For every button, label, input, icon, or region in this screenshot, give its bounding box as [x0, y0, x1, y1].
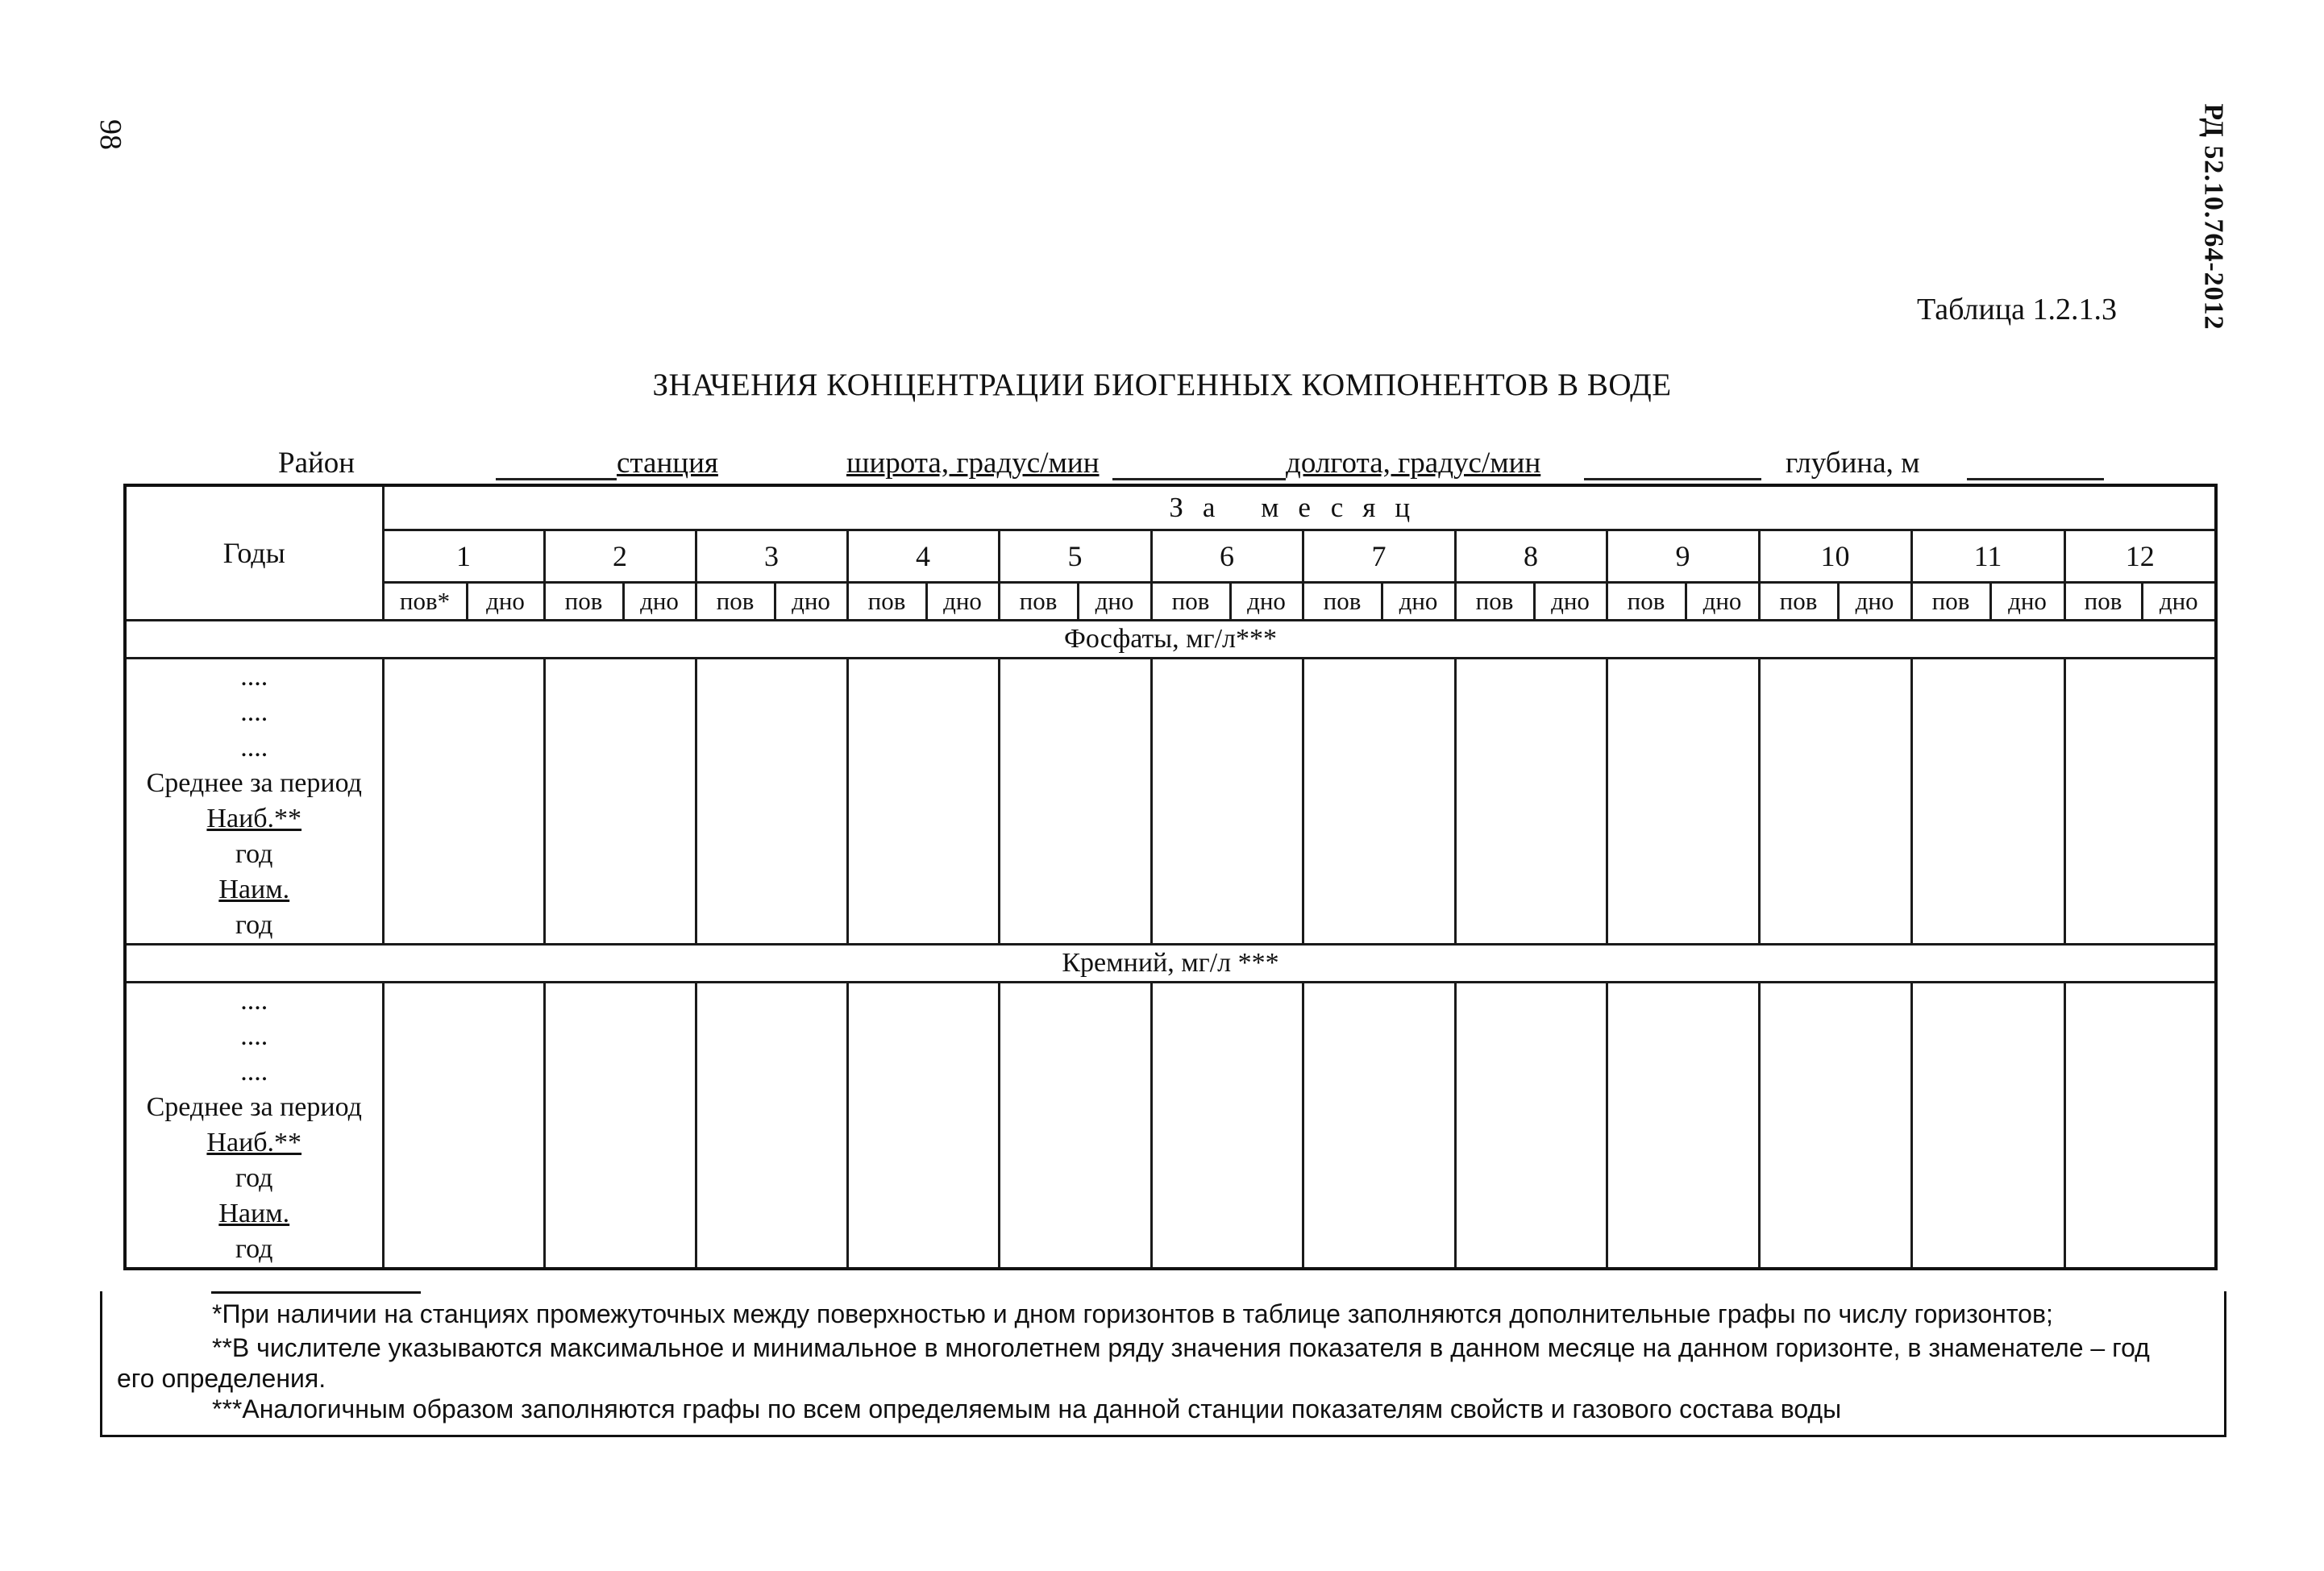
latitude-field-line	[1112, 478, 1286, 480]
year-label: год	[235, 1163, 273, 1193]
month-12-header: 12	[2064, 530, 2216, 583]
surface-subheader: пов	[1911, 583, 1990, 621]
month-9-header: 9	[1607, 530, 1759, 583]
data-cell	[696, 659, 847, 945]
data-cell	[383, 983, 544, 1270]
section-silicon-title: Кремний, мг/л ***	[125, 945, 2216, 983]
month-8-header: 8	[1455, 530, 1607, 583]
data-cell	[1911, 659, 2064, 945]
document-code: РД 52.10.764-2012	[2198, 103, 2229, 330]
data-cell	[2064, 659, 2216, 945]
data-cell	[1303, 983, 1455, 1270]
max-label: Наиб.**	[206, 1128, 302, 1157]
month-4-header: 4	[847, 530, 999, 583]
bottom-subheader: дно	[623, 583, 696, 621]
surface-subheader: пов	[1607, 583, 1686, 621]
month-2-header: 2	[544, 530, 696, 583]
year-label: год	[235, 1234, 273, 1264]
bottom-subheader: дно	[1686, 583, 1759, 621]
table-number: Таблица 1.2.1.3	[1917, 293, 2118, 326]
data-cell	[1303, 659, 1455, 945]
data-cell	[1151, 659, 1303, 945]
month-5-header: 5	[999, 530, 1151, 583]
surface-subheader: пов	[999, 583, 1078, 621]
footnote-2-continuation: его определения.	[117, 1364, 326, 1393]
surface-subheader: пов	[1151, 583, 1230, 621]
min-label: Наим.	[218, 875, 290, 904]
data-cell	[847, 659, 999, 945]
data-cell	[544, 983, 696, 1270]
data-cell	[1455, 659, 1607, 945]
month-11-header: 11	[1911, 530, 2064, 583]
bottom-subheader: дно	[2142, 583, 2216, 621]
surface-subheader: пов	[847, 583, 926, 621]
years-header: Годы	[125, 485, 383, 621]
surface-subheader: пов*	[383, 583, 467, 621]
ellipsis-row: ....	[240, 733, 268, 763]
max-label: Наиб.**	[206, 804, 302, 833]
station-label: станция	[617, 447, 718, 480]
ellipsis-row: ....	[240, 662, 268, 692]
surface-subheader: пов	[2064, 583, 2142, 621]
ellipsis-row: ....	[240, 1057, 268, 1087]
bottom-subheader: дно	[926, 583, 999, 621]
surface-subheader: пов	[696, 583, 775, 621]
bottom-subheader: дно	[1990, 583, 2064, 621]
year-label: год	[235, 910, 273, 940]
footnotes-box	[100, 1291, 2226, 1437]
data-cell	[999, 983, 1151, 1270]
bottom-subheader: дно	[775, 583, 847, 621]
page-title: ЗНАЧЕНИЯ КОНЦЕНТРАЦИИ БИОГЕННЫХ КОМПОНЕНТОВ В ВОДЕ	[652, 368, 1672, 402]
depth-label: глубина, м	[1786, 447, 1920, 480]
page-number: 98	[94, 119, 127, 150]
bottom-subheader: дно	[1838, 583, 1911, 621]
average-label: Среднее за период	[146, 768, 362, 798]
bottom-subheader: дно	[1078, 583, 1151, 621]
region-label: Район	[278, 447, 355, 480]
data-cell	[383, 659, 544, 945]
longitude-label: долгота, градус/мин	[1286, 447, 1541, 480]
data-cell	[999, 659, 1151, 945]
bottom-subheader: дно	[1230, 583, 1303, 621]
data-cell	[544, 659, 696, 945]
bottom-subheader: дно	[467, 583, 544, 621]
month-3-header: 3	[696, 530, 847, 583]
section-phosphates-title: Фосфаты, мг/л***	[125, 621, 2216, 659]
bottom-subheader: дно	[1534, 583, 1607, 621]
average-label: Среднее за период	[146, 1092, 362, 1122]
depth-field-line	[1967, 478, 2104, 480]
region-field-line	[496, 478, 617, 480]
surface-subheader: пов	[1303, 583, 1382, 621]
data-cell	[1455, 983, 1607, 1270]
data-cell	[847, 983, 999, 1270]
ellipsis-row: ....	[240, 1021, 268, 1051]
latitude-label: широта, градус/мин	[846, 447, 1100, 480]
surface-subheader: пов	[544, 583, 623, 621]
data-cell	[1151, 983, 1303, 1270]
month-7-header: 7	[1303, 530, 1455, 583]
min-label: Наим.	[218, 1199, 290, 1228]
data-cell	[2064, 983, 2216, 1270]
station-parameters	[121, 446, 2217, 483]
data-cell	[1759, 659, 1911, 945]
data-cell	[1607, 659, 1759, 945]
row-labels-phosphates	[125, 659, 383, 945]
data-cell	[1911, 983, 2064, 1270]
footnote-2: **В числителе указываются максимальное и минимальное в многолетнем ряду значения показателя в данном месяце на данном горизонте, в знаменателе – год	[212, 1333, 2150, 1362]
month-6-header: 6	[1151, 530, 1303, 583]
longitude-field-line	[1584, 478, 1761, 480]
footnote-1: *При наличии на станциях промежуточных между поверхностью и дном горизонтов в таблице заполняются дополнительные графы по числу горизонтов;	[212, 1299, 2053, 1328]
month-1-header: 1	[383, 530, 544, 583]
ellipsis-row: ....	[240, 697, 268, 727]
surface-subheader: пов	[1759, 583, 1838, 621]
month-header: За месяц	[383, 485, 2216, 530]
ellipsis-row: ....	[240, 986, 268, 1016]
data-cell	[696, 983, 847, 1270]
footnote-rule	[211, 1291, 421, 1294]
bottom-subheader: дно	[1382, 583, 1455, 621]
data-cell	[1607, 983, 1759, 1270]
footnote-3: ***Аналогичным образом заполняются графы по всем определяемым на данной станции показателям свойств и газового состава воды	[212, 1394, 1842, 1423]
biogenic-components-table	[123, 484, 2218, 1270]
month-10-header: 10	[1759, 530, 1911, 583]
row-labels-silicon	[125, 983, 383, 1270]
surface-subheader: пов	[1455, 583, 1534, 621]
year-label: год	[235, 839, 273, 869]
data-cell	[1759, 983, 1911, 1270]
